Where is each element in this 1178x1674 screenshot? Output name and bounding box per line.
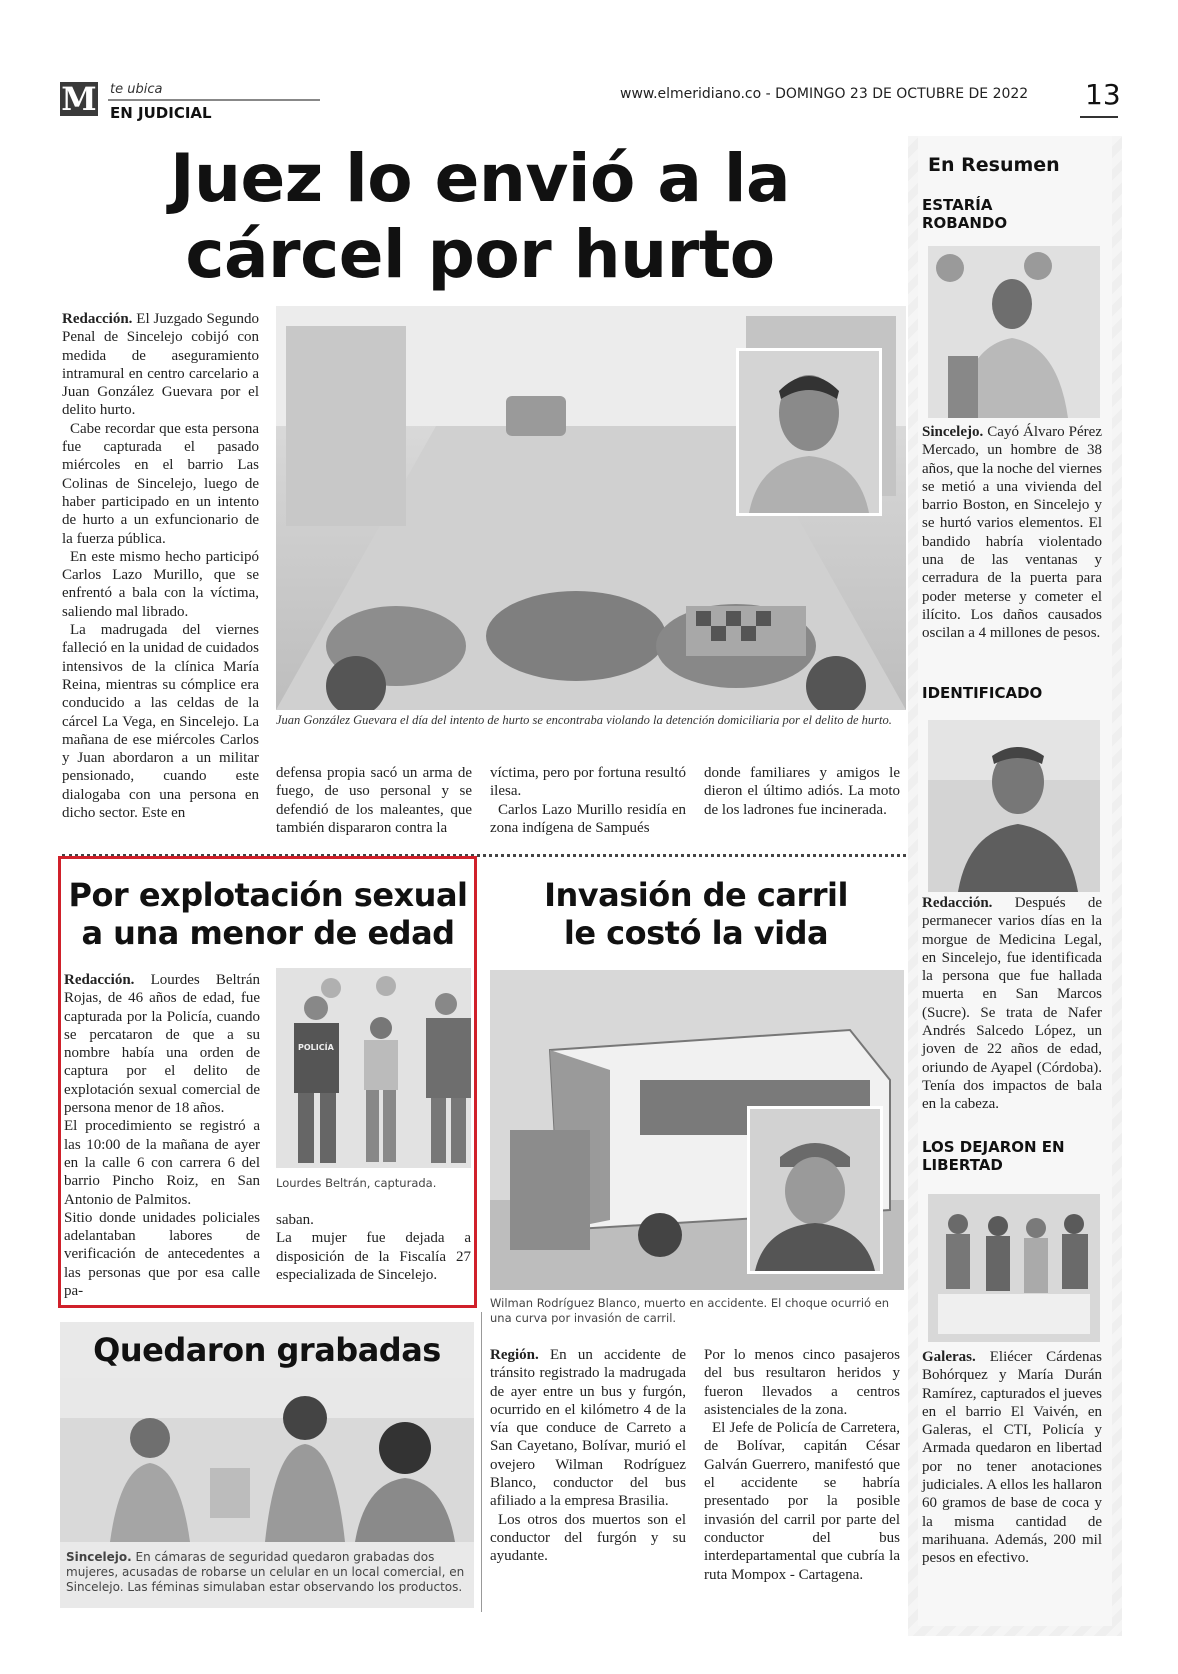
grabadas-caption: Sincelejo. En cámaras de seguridad quedaron grabadas dos mujeres, acusadas de robarse un celular en un local comercial, en Sincelejo. Las féminas simulaban estar observando los productos. xyxy=(66,1550,465,1594)
header-tagline: te ubica xyxy=(110,82,163,97)
invasion-inset-portrait xyxy=(747,1106,883,1274)
invasion-photo-caption: Wilman Rodríguez Blanco, muerto en accidente. El choque ocurrió en una curva por invasión de carril. xyxy=(490,1296,890,1325)
main-story-p1: El Juzgado Segundo Penal de Sincelejo cobijó con medida de aseguramiento intramural en centro carcelario a Juan González Guevara por el delito hurto. xyxy=(62,311,260,419)
invasion-col1: Región. En un accidente de tránsito registrado la madrugada de ayer entre un bus y furgón, ocurrido en el kilómetro 4 de la vía que conduce de Carreto a San Cayetano, Bolívar, murió el ovejero Wilman Rodríguez Blanco, conductor del bus afiliado a la empresa Brasilia. Los otros dos muertos son el conductor del furgón y su ayudante. xyxy=(490,1347,686,1565)
explotacion-headline-line2: a una menor de edad xyxy=(81,914,455,952)
main-photo-caption: Juan González Guevara el día del intento de hurto se encontraba violando la detención domiciliaria por el delito de hurto. xyxy=(276,713,892,727)
grabadas-headline: Quedaron grabadas xyxy=(93,1331,441,1369)
main-story-col1 xyxy=(62,310,259,822)
main-story-p3: En este mismo hecho participó Carlos Lazo Murillo, que se enfrentó a bala con la víctima, saliendo mal librado. xyxy=(62,548,259,620)
explotacion-col2: saban. La mujer fue dejada a disposición de la Fiscalía 27 especializada de Sincelejo. xyxy=(276,1212,471,1283)
main-story-col3: víctima, pero por fortuna resultó ilesa. Carlos Lazo Murillo residía en zona indígena de Sampués xyxy=(490,765,686,836)
main-headline-line1: Juez lo envió a la xyxy=(169,140,791,217)
sidebar-item1-text: Sincelejo. Cayó Álvaro Pérez Mercado, un hombre de 38 años, que la noche del viernes se metió a una vivienda del barrio Boston, en Sincelejo y se hurtó varios elementos. El bandido habría violentado una de las ventanas y cerradura de la puerta para poder meterse y cometer el ilícito. Los daños causados oscilan a 4 millones de pesos. xyxy=(922,424,1102,642)
explotacion-vest-text: POLICÍA xyxy=(298,1043,334,1052)
dateline: www.elmeridiano.co - DOMINGO 23 DE OCTUBRE DE 2022 xyxy=(620,86,1029,102)
masthead-logo: M xyxy=(61,80,97,118)
page-number-rule xyxy=(1080,116,1118,118)
sidebar-item3-title: LOS DEJARON EN LIBERTAD xyxy=(922,1138,1065,1174)
main-story-p2: Cabe recordar que esta persona fue capturada el pasado miércoles en el barrio Las Colinas de Sincelejo, luego de haber participado en un intento de hurto a un exfuncionario de la fuerza pública. xyxy=(62,420,259,547)
main-story-col2: defensa propia sacó un arma de fuego, de uso personal y se defendió de los maleantes, que también dispararon contra la xyxy=(276,765,472,836)
sidebar-item2-title: IDENTIFICADO xyxy=(922,684,1043,702)
explotacion-photo xyxy=(276,968,471,1168)
invasion-headline-line2: le costó la vida xyxy=(563,914,829,952)
main-story-p4: La madrugada del viernes falleció en la unidad de cuidados intensivos de la clínica María Reina, mientras su cómplice era conducido a las celdas de la cárcel La Vega, en Sincelejo. La mañana de ese miércoles Carlos y Juan abordaron a un militar pensionado, cuando este dialogaba con una persona en dicho sector. Este en xyxy=(62,622,260,822)
sidebar-item2-photo xyxy=(928,720,1100,892)
header-rule xyxy=(108,99,320,101)
invasion-headline-line1: Invasión de carril xyxy=(544,876,848,914)
sidebar-item1-photo xyxy=(928,246,1100,418)
explotacion-col1: Redacción. Lourdes Beltrán Rojas, de 46 años de edad, fue capturada por la Policía, cuando se percataron de que a su nombre había una orden de captura por el delito de explotación sexual comercial de persona menor de 18 años. El procedimiento se registró a las 10:00 de la mañana de ayer en la calle 6 con carrera 6 del barrio Pincho Roiz, en San Antonio de Palmitos. Sitio donde unidades policiales adelantaban labores de verificación de antecedentes a las personas que por esa calle pa- xyxy=(64,972,260,1300)
sidebar-item2-text: Redacción. Después de permanecer varios días en la morgue de Medicina Legal, en Sincelejo, fue identificada la persona que fue hallada muerta en San Marcos (Sucre). Se trata de Nafer Andrés Salcedo López, un joven de 22 años de edad, oriundo de Ayapel (Córdoba). Tenía dos impactos de bala en la cabeza. xyxy=(922,895,1102,1113)
main-story-lead: Redacción. xyxy=(62,311,133,327)
column-rule-bottom xyxy=(481,1312,482,1612)
main-inset-portrait xyxy=(736,348,882,516)
invasion-col2: Por lo menos cinco pasajeros del bus resultaron heridos y fueron llevados a centros asistenciales de la zona. El Jefe de Policía de Carretera, de Bolívar, capitán César Galván Guerrero, manifestó que el accidente se habría presentado por la posible invasión del carril por parte del conductor del bus interdepartamental que cubría la ruta Mompox - Cartagena. xyxy=(704,1347,900,1583)
main-headline-line2: cárcel por hurto xyxy=(185,216,775,293)
main-story-col4: donde familiares y amigos le dieron el último adiós. La moto de los ladrones fue incinerada. xyxy=(704,765,900,818)
sidebar-item3-text: Galeras. Eliécer Cárdenas Bohórquez y María Durán Ramírez, capturados el jueves en el barrio El Vaivén, en Galeras, el CTI, Policía y Armada quedaron en libertad por no tener anotaciones judiciales. A ellos les hallaron 60 gramos de base de coca y la misma cantidad de marihuana. Además, 200 mil pesos en efectivo. xyxy=(922,1349,1102,1567)
page-number: 13 xyxy=(1085,78,1121,111)
section-label: EN JUDICIAL xyxy=(110,104,212,122)
explotacion-photo-caption: Lourdes Beltrán, capturada. xyxy=(276,1176,437,1190)
sidebar-item1-title: ESTARÍA ROBANDO xyxy=(922,196,1008,232)
grabadas-photo xyxy=(60,1378,474,1542)
sidebar-title: En Resumen xyxy=(928,154,1060,176)
sidebar-item3-photo xyxy=(928,1194,1100,1342)
explotacion-headline-line1: Por explotación sexual xyxy=(68,876,468,914)
